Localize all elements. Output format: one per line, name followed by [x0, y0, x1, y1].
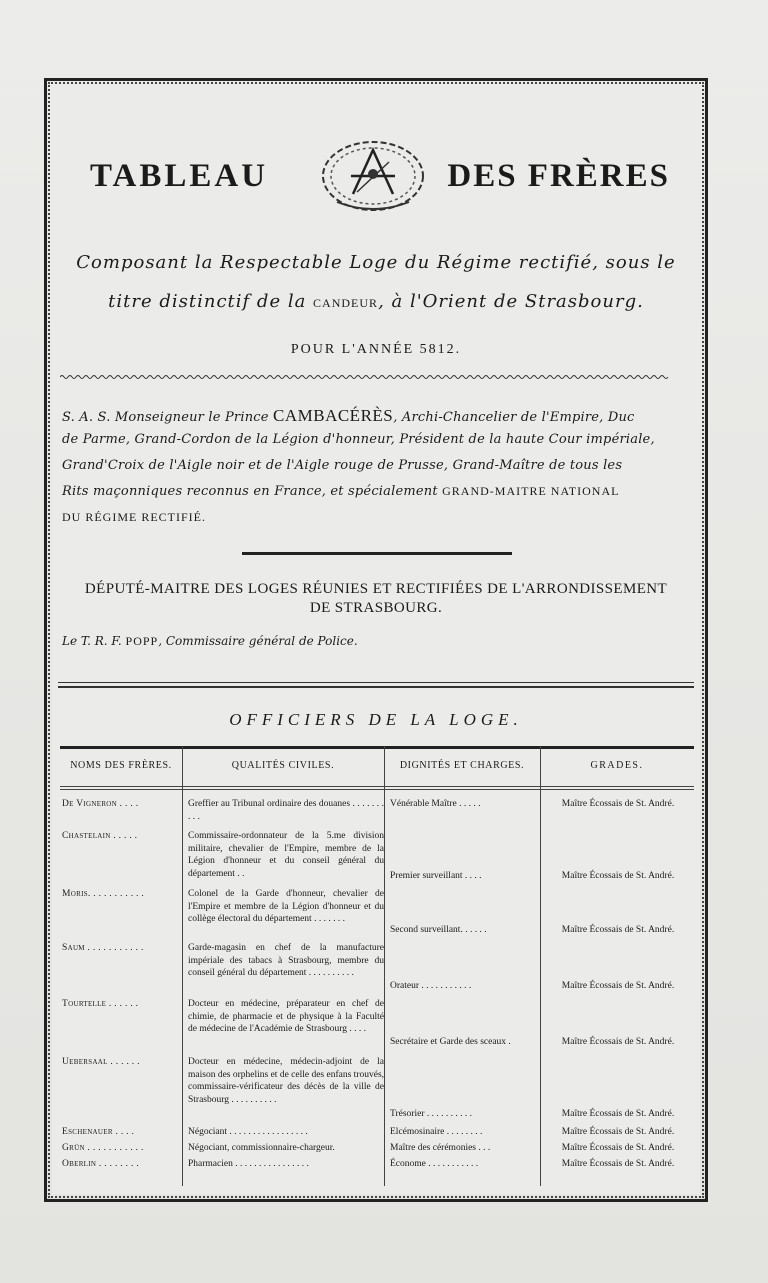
table-row-civil: Garde-magasin en chef de la manufacture impériale des tabacs à Strasbourg, membre du conseil général du département . . . . . . . . . . [188, 943, 384, 979]
table-row-dignite: Trésorier . . . . . . . . . . [390, 1109, 472, 1119]
prince-line-1: S. A. S. Monseigneur le Prince CAMBACÉRÈS, Archi-Chancelier de l'Empire, Duc [62, 406, 635, 425]
table-row-grade: Maître Écossais de St. André. [561, 1109, 675, 1119]
prince-line-4: Rits maçonniques reconnus en France, et spécialement GRAND-MAITRE NATIONAL [62, 484, 620, 499]
header-qualites: QUALITÉS CIVILES. [231, 760, 335, 771]
table-row-name: Tourtelle . . . . . . [62, 999, 139, 1009]
table-row-grade: Maître Écossais de St. André. [561, 799, 675, 809]
depute-title [52, 580, 700, 618]
header-rule [60, 786, 694, 787]
table-row-civil: Docteur en médecine, préparateur en chef de chimie, de pharmacie et de physique à la Faculté de médecine de l'Académie de Strasbourg . . . . [188, 999, 384, 1035]
table-top-rule [60, 746, 694, 749]
title-right: DES FRÈRES [447, 158, 670, 194]
table-row-grade: Maître Écossais de St. André. [561, 1037, 675, 1047]
table-row-name: Oberlin . . . . . . . . [62, 1159, 140, 1169]
table-row-dignite: Maître des cérémonies . . . [390, 1143, 491, 1153]
table-row-dignite: Elcémosinaire . . . . . . . . [390, 1127, 483, 1137]
table-row-civil: Négociant, commissionnaire-chargeur. [188, 1143, 335, 1153]
popp-name: POPP [125, 634, 159, 648]
table-row-civil: Commissaire-ordonnateur de la 5.me division militaire, chevalier de l'Empire, membre de la Légion d'honneur et du conseil général du département . . [188, 831, 384, 879]
header-noms: NOMS DES FRÈRES. [70, 760, 172, 771]
double-rule-top [58, 682, 694, 683]
table-row-civil: Colonel de la Garde d'honneur, chevalier de l'Empire et membre de la Légion d'honneur et du collège électoral du département . . . . . . . [188, 889, 384, 925]
table-row-name: Uebersaal . . . . . . [62, 1057, 140, 1067]
column-divider [384, 746, 385, 1186]
table-row-grade: Maître Écossais de St. André. [561, 871, 675, 881]
column-divider [540, 746, 541, 1186]
table-row-grade: Maître Écossais de St. André. [561, 981, 675, 991]
double-rule-bottom [58, 686, 694, 688]
officiers-title: OFFICIERS DE LA LOGE. [229, 710, 523, 729]
depute-title-line-2: DE STRASBOURG. [309, 600, 443, 616]
table-row-dignite: Second surveillant. . . . . . [390, 925, 487, 935]
document-content [52, 86, 700, 1194]
title-left: TABLEAU [90, 158, 269, 194]
prince-line-2: de Parme, Grand-Cordon de la Légion d'honneur, Président de la haute Cour impériale, [62, 432, 655, 447]
prince-line-5: DU RÉGIME RECTIFIÉ. [62, 510, 206, 524]
grand-maitre-title: GRAND-MAITRE NATIONAL [442, 484, 620, 498]
table-row-grade: Maître Écossais de St. André. [561, 1143, 675, 1153]
table-row-civil: Pharmacien . . . . . . . . . . . . . . . . [188, 1159, 309, 1169]
table-row-civil: Greffier au Tribunal ordinaire des douanes . . . . . . . . . . [188, 799, 384, 822]
officers-table [60, 746, 694, 1186]
masonic-wreath-emblem [317, 136, 429, 216]
table-row-dignite: Premier surveillant . . . . [390, 871, 482, 881]
table-row-grade: Maître Écossais de St. André. [561, 925, 675, 935]
header-grades: GRADES. [590, 760, 644, 771]
table-row-name: Moris. . . . . . . . . . . [62, 889, 145, 899]
table-row-name: De Vigneron . . . . [62, 799, 139, 809]
table-row-civil: Négociant . . . . . . . . . . . . . . . . . [188, 1127, 308, 1137]
popp-line: Le T. R. F. POPP, Commissaire général de Police. [62, 634, 358, 648]
subtitle-line-2: titre distinctif de la CANDEUR, à l'Orient de Strasbourg. [108, 291, 644, 312]
wavy-separator [60, 374, 692, 380]
center-rule [242, 552, 512, 555]
table-row-dignite: Secrétaire et Garde des sceaux . [390, 1037, 511, 1047]
subtitle-line-1: Composant la Respectable Loge du Régime rectifié, sous le [76, 252, 676, 273]
depute-title-line-1: DÉPUTÉ-MAITRE DES LOGES RÉUNIES ET RECTIFIÉES DE L'ARRONDISSEMENT [84, 581, 668, 597]
header-rule [60, 789, 694, 790]
loge-name: CANDEUR [313, 296, 379, 310]
table-row-name: Eschenauer . . . . [62, 1127, 135, 1137]
prince-line-3: Grand'Croix de l'Aigle noir et de l'Aigle rouge de Prusse, Grand-Maître de tous les [62, 458, 623, 473]
prince-name: CAMBACÉRÈS [273, 406, 394, 425]
title-row [52, 156, 700, 236]
table-row-name: Grün . . . . . . . . . . . [62, 1143, 144, 1153]
table-row-dignite: Économe . . . . . . . . . . . [390, 1159, 479, 1169]
column-divider [182, 746, 183, 1186]
table-row-name: Saum . . . . . . . . . . . [62, 943, 144, 953]
table-row-dignite: Vénérable Maître . . . . . [390, 799, 481, 809]
table-row-grade: Maître Écossais de St. André. [561, 1127, 675, 1137]
table-row-civil: Docteur en médecine, médecin-adjoint de la maison des orphelins et de celle des enfans trouvés, commissaire-vérificateur des décès de la ville de Strasbourg . . . . . . . . . . [188, 1057, 385, 1105]
table-row-name: Chastelain . . . . . [62, 831, 138, 841]
header-dignites: DIGNITÉS ET CHARGES. [399, 760, 525, 771]
table-row-dignite: Orateur . . . . . . . . . . . [390, 981, 472, 991]
table-row-grade: Maître Écossais de St. André. [561, 1159, 675, 1169]
year-line: POUR L'ANNÉE 5812. [290, 342, 462, 357]
